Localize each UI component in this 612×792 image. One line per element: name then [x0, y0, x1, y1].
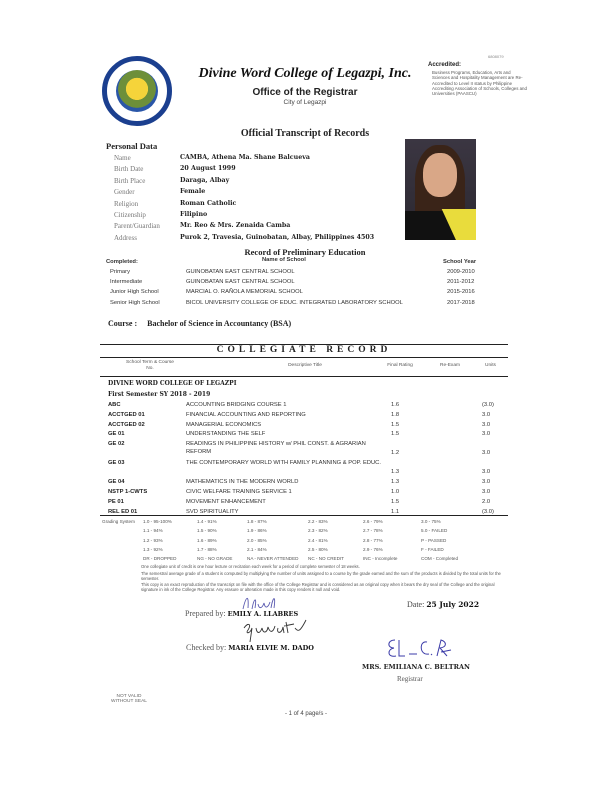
grade-scale-item: 1.1 - 94%	[143, 528, 163, 534]
institution-name: Divine Word College of Legazpi, Inc.	[198, 66, 412, 81]
course-title: THE CONTEMPORARY WORLD WITH FAMILY PLANNING & POP. EDUC.	[186, 460, 381, 467]
units: (3.0)	[482, 508, 494, 515]
preliminary-education-heading: Record of Preliminary Education	[244, 247, 366, 257]
field-label: Birth Place	[114, 176, 146, 185]
school-name: GUINOBATAN EAST CENTRAL SCHOOL	[186, 279, 295, 286]
final-rating: 1.5	[391, 421, 400, 428]
date-label: Date:	[407, 600, 425, 609]
date-value: 25 July 2022	[426, 600, 480, 609]
grade-scale-item: 2.9 - 76%	[363, 546, 383, 552]
grade-scale-item: 5.0 - FAILED	[421, 528, 448, 534]
field-value: Female	[180, 188, 206, 196]
table-row	[108, 431, 508, 441]
grade-scale-item: 1.8 - 87%	[247, 519, 267, 524]
units: (3.0)	[482, 402, 494, 408]
registrar-name: MRS. EMILIANA C. BELTRAN	[362, 663, 470, 671]
course-title: MATHEMATICS IN THE MODERN WORLD	[186, 479, 299, 486]
page-number: - 1 of 4 page/s -	[284, 711, 328, 717]
course-code: NSTP 1-CWTS	[108, 489, 148, 495]
checked-name: MARIA ELVIE M. DADO	[228, 644, 314, 652]
document-number: 6808079	[488, 54, 504, 59]
course-code: ACCTGED 01	[108, 411, 145, 418]
accredited-label: Accredited:	[428, 62, 462, 68]
course-title: UNDERSTANDING THE SELF	[186, 431, 266, 438]
table-row	[108, 499, 508, 509]
course-title: SVD SPIRITUALITY	[186, 508, 239, 515]
col-units: Units	[485, 363, 496, 368]
course-code: GE 01	[108, 431, 125, 438]
field-value: Mr. Reo & Mrs. Zenaida Camba	[180, 222, 291, 230]
col-term: School Term & Course No.	[126, 360, 174, 371]
note-text: One collegiate unit of credit is one hour lecture or recitation each week for a period of complete semester of 18 weeks.	[141, 564, 360, 569]
grade-scale-item: 1.7 - 88%	[197, 546, 217, 552]
checked-by	[186, 643, 314, 652]
document-title: Official Transcript of Records	[240, 128, 370, 139]
table-row	[108, 422, 508, 432]
final-rating: 1.5	[391, 498, 400, 505]
field-value: Roman Catholic	[180, 199, 237, 207]
grade-scale-item: 2.0 - 85%	[247, 537, 267, 543]
office-name: Office of the Registrar	[252, 87, 358, 98]
collegiate-record-heading: COLLEGIATE RECORD	[216, 345, 392, 355]
final-rating: 1.3	[391, 479, 400, 486]
units: 3.0	[482, 431, 491, 438]
final-rating: 1.2	[391, 450, 400, 457]
units: 3.0	[482, 469, 491, 476]
course-title: MOVEMENT ENHANCEMENT	[186, 498, 266, 505]
grade-scale-item: 2.5 - 80%	[308, 546, 328, 552]
course-title: FINANCIAL ACCOUNTING AND REPORTING	[186, 411, 306, 418]
grade-scale-item: 1.4 - 91%	[197, 519, 217, 524]
course-title: READINGS IN PHILIPPINE HISTORY w/ PHIL CONST. & AGRARIAN REFORM	[186, 441, 366, 455]
course-title: MANAGERIAL ECONOMICS	[186, 421, 262, 428]
grade-scale-item: F - FAILED	[421, 546, 444, 552]
course-code: ABC	[108, 402, 121, 408]
final-rating: 1.5	[391, 431, 400, 438]
grade-scale-item: 1.9 - 86%	[247, 528, 267, 534]
grade-scale-item: DR - DROPPED	[143, 556, 177, 562]
prepared-by	[185, 609, 298, 618]
table-row	[108, 402, 508, 412]
col-school: Name of School	[262, 257, 306, 263]
col-year: School Year	[443, 259, 477, 265]
school-year: 2011-2012	[447, 279, 475, 286]
course-value: Bachelor of Science in Accountancy (BSA)	[147, 319, 292, 328]
term-label: First Semester SY 2018 - 2019	[108, 391, 211, 398]
col-title: Descriptive Title	[288, 363, 322, 368]
personal-data-heading: Personal Data	[106, 141, 158, 151]
field-value: CAMBA, Athena Ma. Shane Balcueva	[180, 154, 310, 161]
field-label: Gender	[114, 188, 135, 197]
date	[407, 600, 479, 609]
table-row	[108, 489, 508, 499]
table-row	[108, 479, 508, 489]
grade-scale-item: COM - Completed	[421, 556, 459, 562]
course-label: Course :	[108, 319, 138, 328]
table-row	[108, 509, 508, 519]
course-code: GE 02	[108, 441, 125, 448]
units: 3.0	[482, 450, 491, 457]
final-rating: 1.6	[391, 402, 400, 408]
note-text: The semestral average grade of a student is computed by multiplying the number of units assigned to a course by the grade earned and the sum of the products is divided by the total units for the semester.	[141, 571, 501, 581]
grade-scale-item: 2.6 - 79%	[363, 519, 383, 524]
school-name: MARCIAL O. RAÑOLA MEMORIAL SCHOOL	[186, 289, 303, 296]
registrar-signature	[385, 636, 455, 662]
table-row	[108, 460, 508, 477]
course-code: REL ED 01	[108, 508, 138, 515]
grade-scale-item: P - PASSED	[421, 537, 447, 543]
units: 3.0	[482, 489, 491, 495]
field-label: Parent/Guardian	[114, 222, 160, 231]
school-name: GUINOBATAN EAST CENTRAL SCHOOL	[186, 269, 295, 275]
grade-scale-item: 1.2 - 93%	[143, 537, 163, 543]
grade-scale-item: 2.2 - 83%	[308, 519, 328, 524]
grade-scale-item: NG - NO GRADE	[197, 556, 233, 562]
units: 3.0	[482, 479, 491, 486]
school-name: BICOL UNIVERSITY COLLEGE OF EDUC. INTEGRATED LABORATORY SCHOOL	[186, 299, 403, 306]
education-level: Primary	[110, 269, 130, 275]
grade-scale-item: 2.4 - 81%	[308, 537, 328, 543]
note-text: This copy is an exact reproduction of the transcript on file with the office of the College Registrar and is considered as an original copy when it bears the dry seal of the College and the original signature in ink of the College Registrar. Any erasure or alteration made in this copy renders it null and void.	[141, 582, 495, 592]
grade-scale-item: NA - NEVER ATTENDED	[247, 556, 299, 562]
grade-scale-item: 2.1 - 84%	[247, 546, 267, 552]
course	[108, 319, 291, 328]
checked-signature	[240, 618, 310, 642]
grade-scale-item: 1.3 - 92%	[143, 546, 163, 552]
school-year: 2009-2010	[447, 269, 475, 275]
course-code: GE 03	[108, 460, 125, 467]
field-label: Religion	[114, 199, 139, 208]
prepared-label: Prepared by:	[185, 609, 226, 618]
education-level: Junior High School	[110, 289, 159, 296]
units: 3.0	[482, 411, 491, 418]
grade-scale-item: 1.5 - 90%	[197, 528, 217, 534]
field-value: Purok 2, Travesia, Guinobatan, Albay, Philippines 4503	[180, 233, 375, 241]
grade-scale-item: INC - Incomplete	[363, 556, 398, 562]
student-photo	[405, 139, 476, 240]
table-row	[108, 412, 508, 422]
field-value: 20 August 1999	[180, 165, 236, 173]
grading-label: Grading System	[102, 519, 135, 524]
college-seal-logo	[102, 56, 172, 126]
registrar-title: Registrar	[397, 675, 423, 683]
city: City of Legazpi	[283, 99, 327, 106]
grade-scale-item: 2.3 - 82%	[308, 528, 328, 534]
course-title: ACCOUNTING BRIDGING COURSE 1	[186, 402, 287, 408]
school-year: 2017-2018	[447, 299, 475, 306]
field-value: Daraga, Albay	[180, 176, 230, 184]
final-rating: 1.0	[391, 489, 400, 495]
course-title: CIVIC WELFARE TRAINING SERVICE 1	[186, 489, 292, 495]
col-reexam: Re-Exam	[440, 363, 460, 368]
table-row	[108, 441, 508, 458]
school-name: DIVINE WORD COLLEGE OF LEGAZPI	[108, 380, 237, 387]
course-code: PE 01	[108, 498, 124, 505]
prepared-name: EMILY A. LLABRES	[227, 610, 299, 618]
course-code: ACCTGED 02	[108, 421, 145, 428]
accredited-text: Business Programs, Education, Arts and Sciences and Hospitality Management are Re-Accredited to Level II status by Philippine Accrediting Association of Schools, Colleges and Universities (PAASCU)	[432, 70, 527, 97]
grade-scale-item: 2.7 - 78%	[363, 528, 383, 534]
units: 2.0	[482, 498, 491, 505]
grade-scale-item: 2.8 - 77%	[363, 537, 383, 543]
grade-scale-item: NC - NO CREDIT	[308, 556, 344, 562]
final-rating: 1.1	[391, 508, 400, 515]
course-code: GE 04	[108, 479, 125, 486]
field-label: Birth Date	[114, 165, 144, 174]
units: 3.0	[482, 421, 491, 428]
field-value: Filipino	[180, 211, 208, 218]
col-completed: Completed:	[106, 259, 138, 265]
field-label: Name	[114, 154, 131, 162]
school-year: 2015-2016	[447, 289, 475, 296]
final-rating: 1.8	[391, 411, 400, 418]
seal-note: NOT VALID WITHOUT SEAL	[111, 694, 147, 704]
grade-scale-item: 1.0 - 95-100%	[143, 519, 172, 524]
grade-scale-item: 1.6 - 89%	[197, 537, 217, 543]
final-rating: 1.3	[391, 469, 400, 476]
checked-label: Checked by:	[186, 643, 227, 652]
field-label: Citizenship	[114, 211, 146, 219]
education-level: Intermediate	[110, 279, 143, 286]
grade-scale-item: 3.0 - 75%	[421, 519, 441, 524]
col-rating: Final Rating	[387, 363, 413, 368]
education-level: Senior High School	[110, 299, 160, 306]
field-label: Address	[114, 233, 137, 242]
